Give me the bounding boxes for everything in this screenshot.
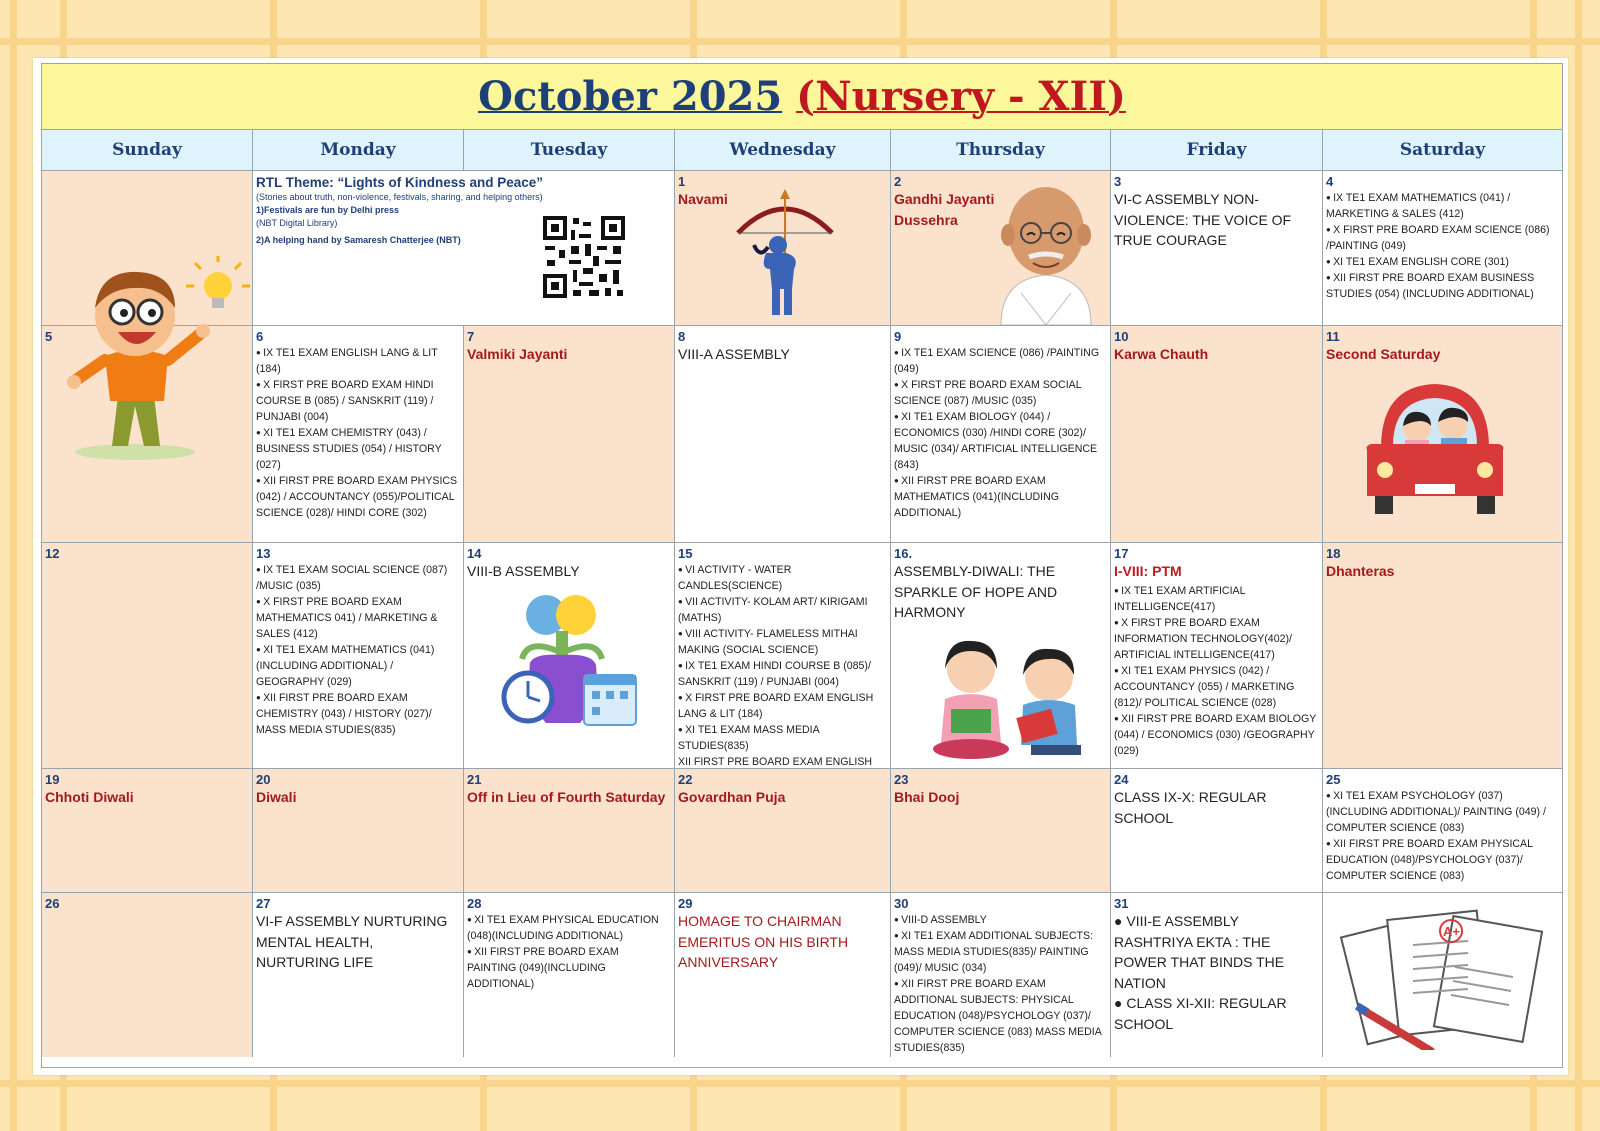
day-number: 23 [894,772,909,787]
day-number: 17 [1114,546,1129,561]
day-cell [675,171,891,325]
day-cell [1111,171,1323,325]
exam-item: ● XII FIRST PRE BOARD EXAM PHYSICS (042) / ACCOUNTANCY (055)/POLITICAL SCIENCE (028)/ HINDI CORE (302) [256,473,459,521]
assembly-label: VIII-B ASSEMBLY [467,563,580,579]
school-note: ● CLASS XI-XII: REGULAR SCHOOL [1114,995,1287,1032]
day-cell [464,769,675,892]
assembly-item: ● VIII-D ASSEMBLY [894,912,1106,928]
day-number: 4 [1326,174,1334,189]
holiday-label: Karwa Chauth [1114,346,1209,362]
exam-item: ● XII FIRST PRE BOARD EXAM MATHEMATICS (041)(INCLUDING ADDITIONAL) [894,473,1106,521]
exam-item: ● IX TE1 EXAM ARTIFICIAL INTELLIGENCE(417) [1114,583,1318,615]
week-row [42,769,1562,893]
exam-item: ● XI TE1 EXAM MATHEMATICS (041)(INCLUDING ADDITIONAL) / GEOGRAPHY (029) [256,642,459,690]
exam-item: ● XII FIRST PRE BOARD EXAM ADDITIONAL SUBJECTS: PHYSICAL EDUCATION (048)/PSYCHOLOGY (037)/ COMPUTER SCIENCE (083) MASS MEDIA STUDIES(835) [894,976,1106,1056]
holiday-label: Dhanteras [1326,563,1395,579]
day-number: 19 [45,772,60,787]
day-cell [891,543,1111,768]
exam-item: ● XI TE1 EXAM BIOLOGY (044) / ECONOMICS (030) /HINDI CORE (302)/ MUSIC (034)/ ARTIFICIAL INTELLIGENCE (843) [894,409,1106,473]
exam-list [467,912,670,992]
week-row [42,893,1562,1057]
day-number: 3 [1114,174,1122,189]
day-cell [253,326,464,542]
day-number: 31 [1114,896,1129,911]
weekday-sunday: Sunday [42,130,253,170]
day-number: 5 [45,329,53,344]
day-number: 9 [894,329,902,344]
week-row [42,171,1562,326]
day-cell [42,769,253,892]
day-number: 14 [467,546,482,561]
day-cell [1323,543,1562,768]
school-note: CLASS IX-X: REGULAR SCHOOL [1114,789,1267,826]
day-cell [1111,769,1323,892]
week-row [42,326,1562,543]
exam-list [894,345,1106,521]
exam-item: ● X FIRST PRE BOARD EXAM SOCIAL SCIENCE (087) /MUSIC (035) [894,377,1106,409]
day-cell-empty [1323,893,1562,1057]
day-cell [42,326,253,542]
day-cell [253,769,464,892]
kid-idea-illustration [60,256,250,461]
day-number: 24 [1114,772,1129,787]
day-cell [1323,326,1562,542]
assembly-label: VI-F ASSEMBLY NURTURING MENTAL HEALTH, NURTURING LIFE [256,913,448,970]
exam-item: ● X FIRST PRE BOARD EXAM HINDI COURSE B (085) / SANSKRIT (119) / PUNJABI (004) [256,377,459,425]
exam-item: ● XII FIRST PRE BOARD EXAM PHYSICAL EDUCATION (048)/PSYCHOLOGY (037)/ COMPUTER SCIENCE (083) [1326,836,1558,884]
gandhi-illustration [991,179,1101,325]
activity-list [678,562,886,768]
day-cell [253,543,464,768]
exam-item: ● IX TE1 EXAM ENGLISH LANG & LIT (184) [256,345,459,377]
exam-item: ● XI TE1 EXAM PHYSICAL EDUCATION (048)(INCLUDING ADDITIONAL) [467,912,670,944]
exam-list [256,345,459,521]
day-cell [891,893,1111,1057]
activity-item: ● VIII ACTIVITY- FLAMELESS MITHAI MAKING (SOCIAL SCIENCE) [678,626,886,658]
rtl-book-2: 2)A helping hand by Samaresh Chatterjee (NBT) [256,235,461,245]
day-number: 22 [678,772,693,787]
day-cell [891,769,1111,892]
day-cell [675,893,891,1057]
day-number: 27 [256,896,271,911]
exam-item: ● XI TE1 EXAM MASS MEDIA STUDIES(835) [678,722,886,754]
weekday-friday: Friday [1111,130,1323,170]
day-cell [675,326,891,542]
homage-label: HOMAGE TO CHAIRMAN EMERITUS ON HIS BIRTH ANNIVERSARY [678,913,849,970]
exam-item: XII FIRST PRE BOARD EXAM ENGLISH [678,756,873,768]
ptm-label: I-VIII: PTM [1114,563,1182,579]
exam-item: ● XII FIRST PRE BOARD EXAM PAINTING (049)(INCLUDING ADDITIONAL) [467,944,670,992]
day-cell [675,769,891,892]
day-cell [464,543,675,768]
day-number: 16. [894,546,913,561]
weekday-wednesday: Wednesday [675,130,891,170]
holiday-label: Off in Lieu of Fourth Saturday [467,789,666,805]
day-number: 7 [467,329,475,344]
kids-reading-illustration [931,633,1091,763]
exam-papers-illustration [1333,905,1543,1050]
holiday-label: Navami [678,191,728,207]
day-number: 8 [678,329,686,344]
day-number: 29 [678,896,693,911]
exam-item: ● IX TE1 EXAM SOCIAL SCIENCE (087) /MUSIC (035) [256,562,459,594]
day-cell [1111,543,1323,768]
day-number: 30 [894,896,909,911]
holiday-label: Bhai Dooj [894,789,960,805]
day-cell [42,893,253,1057]
exam-list [1326,788,1558,884]
day-number: 11 [1326,329,1340,344]
exam-item: ● X FIRST PRE BOARD EXAM SCIENCE (086) /PAINTING (049) [1326,222,1558,254]
day-number: 6 [256,329,264,344]
assembly-label: ● VIII-E ASSEMBLY RASHTRIYA EKTA : THE POWER THAT BINDS THE NATION [1114,913,1285,991]
exam-item: ● XII FIRST PRE BOARD EXAM BIOLOGY (044) / ECONOMICS (030) /GEOGRAPHY (029) [1114,711,1318,759]
day-number: 12 [45,546,60,561]
weekday-monday: Monday [253,130,464,170]
exam-list [1114,583,1318,759]
rtl-theme-cell [253,171,675,325]
calendar-title [42,64,1562,130]
day-cell [891,171,1111,325]
day-number: 18 [1326,546,1341,561]
assembly-label: VI-C ASSEMBLY NON-VIOLENCE: THE VOICE OF TRUE COURAGE [1114,191,1292,248]
grade-mark: A+ [1443,924,1460,939]
holiday-label: Chhoti Diwali [45,789,134,805]
weekday-tuesday: Tuesday [464,130,675,170]
day-cell [1323,171,1562,325]
day-number: 1 [678,174,686,189]
exam-item: ● XI TE1 EXAM PSYCHOLOGY (037) (INCLUDING ADDITIONAL)/ PAINTING (049) / COMPUTER SCIENCE (083) [1326,788,1558,836]
exam-list [256,562,459,738]
day-cell [675,543,891,768]
day-cell [464,326,675,542]
car-illustration [1361,376,1509,526]
exam-list [1326,190,1558,302]
day-number: 15 [678,546,693,561]
exam-item: ● IX TE1 EXAM HINDI COURSE B (085)/ SANSKRIT (119) / PUNJABI (004) [678,658,886,690]
activity-item: ● VII ACTIVITY- KOLAM ART/ KIRIGAMI (MATHS) [678,594,886,626]
calendar-grid [41,63,1563,1068]
rtl-book-1: 1)Festivals are fun by Delhi press [256,205,400,215]
day-number: 28 [467,896,482,911]
exam-item: ● XII FIRST PRE BOARD EXAM CHEMISTRY (043) / HISTORY (027)/ MASS MEDIA STUDIES(835) [256,690,459,738]
day-number: 20 [256,772,271,787]
assembly-label: VIII-A ASSEMBLY [678,346,790,362]
exam-item: ● X FIRST PRE BOARD EXAM MATHEMATICS 041) / MARKETING & SALES (412) [256,594,459,642]
day-cell [42,543,253,768]
day-number: 26 [45,896,60,911]
assembly-label: ASSEMBLY-DIWALI: THE SPARKLE OF HOPE AND HARMONY [894,563,1058,620]
exam-item: ● XII FIRST PRE BOARD EXAM BUSINESS STUDIES (054) (INCLUDING ADDITIONAL) [1326,270,1558,302]
day-number: 13 [256,546,271,561]
holiday-label: Govardhan Puja [678,789,786,805]
qr-code-icon[interactable] [543,216,625,298]
exam-item: ● XI TE1 EXAM PHYSICS (042) / ACCOUNTANCY (055) / MARKETING (812)/ POLITICAL SCIENCE (028) [1114,663,1318,711]
archer-illustration [730,189,840,317]
month-title: October 2025 [478,73,783,120]
weekday-thursday: Thursday [891,130,1111,170]
exam-item: ● X FIRST PRE BOARD EXAM INFORMATION TECHNOLOGY(402)/ ARTIFICIAL INTELLIGENCE(417) [1114,615,1318,663]
holiday-label: Valmiki Jayanti [467,346,568,362]
day-cell [253,893,464,1057]
day-number: 21 [467,772,482,787]
exam-item: ● IX TE1 EXAM SCIENCE (086) /PAINTING (049) [894,345,1106,377]
holiday-label: Gandhi Jayanti [894,191,995,207]
day-number: 10 [1114,329,1129,344]
exam-item: ● XI TE1 EXAM CHEMISTRY (043) / BUSINESS STUDIES (054) / HISTORY (027) [256,425,459,473]
day-number: 2 [894,174,902,189]
brain-study-illustration [488,593,638,743]
holiday-label: Second Saturday [1326,346,1441,362]
exam-item: ● XI TE1 EXAM ENGLISH CORE (301) [1326,254,1558,270]
exam-list [894,912,1106,1056]
weekday-header [42,130,1562,171]
rtl-theme-subtitle: (Stories about truth, non-violence, festivals, sharing, and helping others) [256,192,543,202]
day-cell [464,893,675,1057]
activity-item: ● VI ACTIVITY - WATER CANDLES(SCIENCE) [678,562,886,594]
day-cell [1111,326,1323,542]
grade-range-title: (Nursery - XII) [796,73,1126,120]
weekday-saturday: Saturday [1399,140,1486,160]
holiday-label: Dussehra [894,212,958,228]
school-text: CLASS XI-XII: REGULAR SCHOOL [1114,995,1287,1032]
rtl-book-1-source: (NBT Digital Library) [256,218,338,228]
exam-item: ● XI TE1 EXAM ADDITIONAL SUBJECTS: MASS MEDIA STUDIES(835)/ PAINTING (049)/ MUSIC (034) [894,928,1106,976]
day-cell [1323,769,1562,892]
day-cell [891,326,1111,542]
calendar-sheet [33,58,1568,1075]
rtl-theme-title: RTL Theme: “Lights of Kindness and Peace” [256,175,544,190]
exam-item: ● IX TE1 EXAM MATHEMATICS (041) / MARKETING & SALES (412) [1326,190,1558,222]
week-row [42,543,1562,769]
holiday-label: Diwali [256,789,297,805]
assembly-text: VIII-E ASSEMBLY RASHTRIYA EKTA : THE POWER THAT BINDS THE NATION [1114,913,1285,991]
exam-item: ● X FIRST PRE BOARD EXAM ENGLISH LANG & LIT (184) [678,690,886,722]
day-cell [1111,893,1323,1057]
day-number: 25 [1326,772,1341,787]
